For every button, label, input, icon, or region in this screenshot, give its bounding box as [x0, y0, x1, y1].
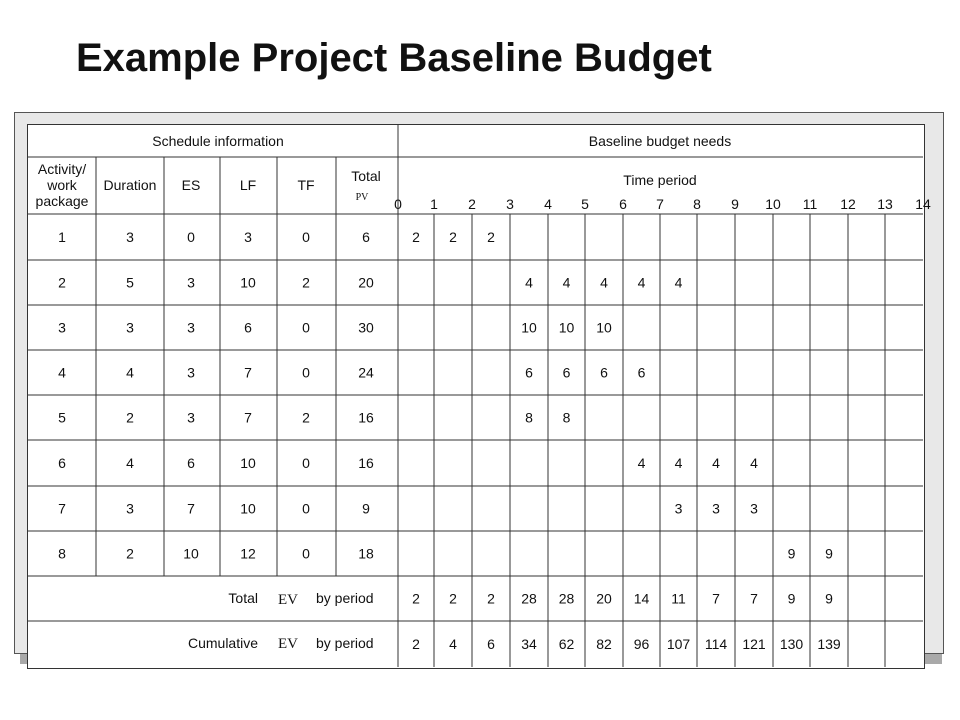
budget-cell: 3 [674, 500, 683, 517]
total-by-period-row-value: 28 [521, 590, 537, 607]
table-row [58, 455, 758, 471]
lf-cell: 12 [240, 545, 256, 562]
duration-cell: 5 [126, 274, 134, 291]
activity-cell: 4 [58, 364, 66, 381]
tf-cell: 2 [302, 409, 310, 426]
total-by-period-row-value: 7 [712, 590, 720, 607]
activity-cell: 2 [58, 274, 66, 291]
cumulative-by-period-row-value: 4 [449, 636, 457, 652]
cumulative-by-period-row-value: 34 [521, 636, 537, 652]
time-period-tick: 12 [840, 196, 856, 212]
cumulative-by-period-row-value: 130 [779, 636, 804, 652]
es-cell: 3 [187, 364, 195, 381]
table-row [58, 320, 612, 336]
lf-cell: 6 [244, 319, 252, 336]
total-cell: 16 [358, 455, 374, 471]
total-by-period-row-value: 9 [787, 590, 796, 607]
budget-cell: 8 [562, 409, 571, 426]
budget-cell: 4 [712, 455, 720, 471]
tf-cell: 0 [302, 545, 310, 562]
cumulative-by-period-row-value: 107 [666, 636, 691, 652]
total-by-period-row-value: 9 [825, 590, 833, 607]
es-cell: 0 [187, 229, 195, 245]
budget-cell: 6 [637, 364, 646, 381]
time-period-tick: 5 [581, 196, 589, 212]
baseline-budget-needs-header: Baseline budget needs [588, 133, 732, 149]
total-cell: 30 [358, 319, 374, 336]
total-cell: 18 [358, 545, 374, 562]
pv-overlay-label: PV [355, 192, 369, 203]
table-row [58, 365, 646, 381]
cumulative-by-period-row-value: 121 [742, 636, 766, 652]
total-cell: 6 [362, 229, 370, 245]
tf-cell: 0 [302, 229, 310, 245]
budget-cell: 2 [487, 229, 495, 245]
cumulative-by-period-row-value: 139 [817, 636, 841, 652]
total-by-period-row-value: 20 [596, 590, 612, 607]
tf-cell: 0 [302, 455, 310, 471]
lf-cell: 10 [240, 455, 256, 471]
cumulative-row-label-prefix: Cumulative [187, 635, 258, 651]
es-cell: 3 [187, 409, 195, 426]
budget-cell: 3 [750, 500, 758, 517]
es-cell: 6 [187, 455, 195, 471]
table-row [58, 501, 758, 517]
tf-cell: 0 [302, 364, 310, 381]
budget-cell: 4 [562, 274, 571, 291]
total-by-period-row-value: 14 [633, 590, 650, 607]
time-period-tick: 1 [430, 196, 438, 212]
cumulative-row-ev-overlay: EV [278, 636, 298, 652]
duration-cell: 3 [126, 500, 134, 517]
total-header: Total [351, 168, 381, 184]
total-by-period-row-value: 11 [671, 590, 686, 607]
duration-cell: 2 [126, 409, 134, 426]
duration-cell: 2 [126, 545, 134, 562]
duration-cell: 4 [126, 364, 134, 381]
lf-cell: 10 [240, 500, 256, 517]
time-period-tick: 8 [693, 196, 701, 212]
duration-header: Duration [103, 177, 157, 193]
cumulative-by-period-row [412, 636, 841, 652]
duration-cell: 4 [126, 455, 134, 471]
total-by-period-row-value: 2 [449, 590, 457, 607]
time-period-tick: 4 [544, 196, 552, 212]
time-period-tick: 9 [731, 196, 739, 212]
es-header: ES [181, 177, 201, 193]
budget-cell: 10 [558, 319, 575, 336]
total-by-period-row-value: 28 [558, 590, 575, 607]
activity-cell: 8 [58, 545, 66, 562]
budget-cell: 6 [525, 364, 533, 381]
total-cell: 9 [362, 500, 370, 517]
total-row-label-prefix: Total [228, 590, 258, 606]
time-period-tick: 0 [394, 196, 402, 212]
lf-cell: 7 [244, 364, 252, 381]
time-period-tick: 2 [468, 196, 476, 212]
table-row [58, 546, 833, 562]
cumulative-by-period-row-value: 62 [558, 636, 575, 652]
table-row [58, 275, 683, 291]
budget-cell: 4 [674, 455, 683, 471]
es-cell: 3 [187, 319, 195, 336]
table-row [58, 410, 571, 426]
total-by-period-row-value: 2 [412, 590, 420, 607]
time-period-tick: 7 [656, 196, 664, 212]
lf-cell: 10 [240, 274, 256, 291]
budget-cell: 4 [637, 274, 646, 291]
budget-cell: 4 [525, 274, 533, 291]
time-period-tick: 13 [877, 196, 893, 212]
total-cell: 16 [358, 409, 374, 426]
budget-cell: 10 [596, 319, 612, 336]
lf-cell: 7 [244, 409, 252, 426]
budget-cell: 8 [525, 409, 533, 426]
cumulative-by-period-row-value: 96 [633, 636, 650, 652]
budget-cell: 2 [412, 229, 420, 245]
total-cell: 20 [358, 274, 374, 291]
activity-cell: 6 [58, 455, 66, 471]
tf-header: TF [297, 177, 315, 193]
time-period-tick: 3 [506, 196, 514, 212]
duration-cell: 3 [126, 319, 134, 336]
budget-cell: 9 [787, 545, 796, 562]
total-cell: 24 [358, 364, 374, 381]
activity-header-line2: work [47, 177, 77, 193]
budget-cell: 4 [674, 274, 683, 291]
budget-cell: 3 [712, 500, 720, 517]
total-row-ev-overlay: EV [278, 592, 298, 608]
activity-cell: 3 [58, 319, 66, 336]
activity-cell: 7 [58, 500, 66, 517]
tf-cell: 0 [302, 500, 310, 517]
cumulative-by-period-row-value: 82 [596, 636, 612, 652]
cumulative-by-period-row-value: 2 [412, 636, 420, 652]
es-cell: 3 [187, 274, 195, 291]
budget-cell: 9 [825, 545, 833, 562]
budget-cell: 2 [449, 229, 457, 245]
total-by-period-row-value: 2 [487, 590, 495, 607]
cumulative-by-period-row-value: 6 [487, 636, 495, 652]
total-row-label-suffix: by period [316, 590, 374, 606]
time-period-tick: 10 [765, 196, 781, 212]
activity-cell: 5 [58, 409, 66, 426]
time-period-header: Time period [623, 172, 697, 188]
lf-cell: 3 [244, 229, 252, 245]
cumulative-row-label-suffix: by period [316, 635, 374, 651]
budget-cell: 4 [600, 274, 608, 291]
budget-cell: 6 [600, 364, 608, 381]
total-by-period-row-value: 7 [750, 590, 758, 607]
duration-cell: 3 [126, 229, 134, 245]
es-cell: 10 [183, 545, 199, 562]
time-period-ticks [394, 196, 931, 212]
page-title: Example Project Baseline Budget [76, 36, 712, 80]
time-period-tick: 14 [915, 196, 931, 212]
budget-cell: 4 [750, 455, 758, 471]
activity-header-line1: Activity/ [37, 161, 87, 177]
time-period-tick: 6 [619, 196, 627, 212]
activity-header-line3: package [35, 193, 89, 209]
cumulative-by-period-row-value: 114 [704, 636, 728, 652]
lf-header: LF [239, 177, 257, 193]
tf-cell: 2 [302, 274, 310, 291]
time-period-tick: 11 [802, 196, 818, 212]
tf-cell: 0 [302, 319, 310, 336]
es-cell: 7 [187, 500, 195, 517]
budget-cell: 6 [562, 364, 571, 381]
budget-cell: 10 [521, 319, 537, 336]
schedule-information-header: Schedule information [152, 133, 284, 149]
budget-cell: 4 [637, 455, 646, 471]
activity-cell: 1 [58, 229, 66, 245]
